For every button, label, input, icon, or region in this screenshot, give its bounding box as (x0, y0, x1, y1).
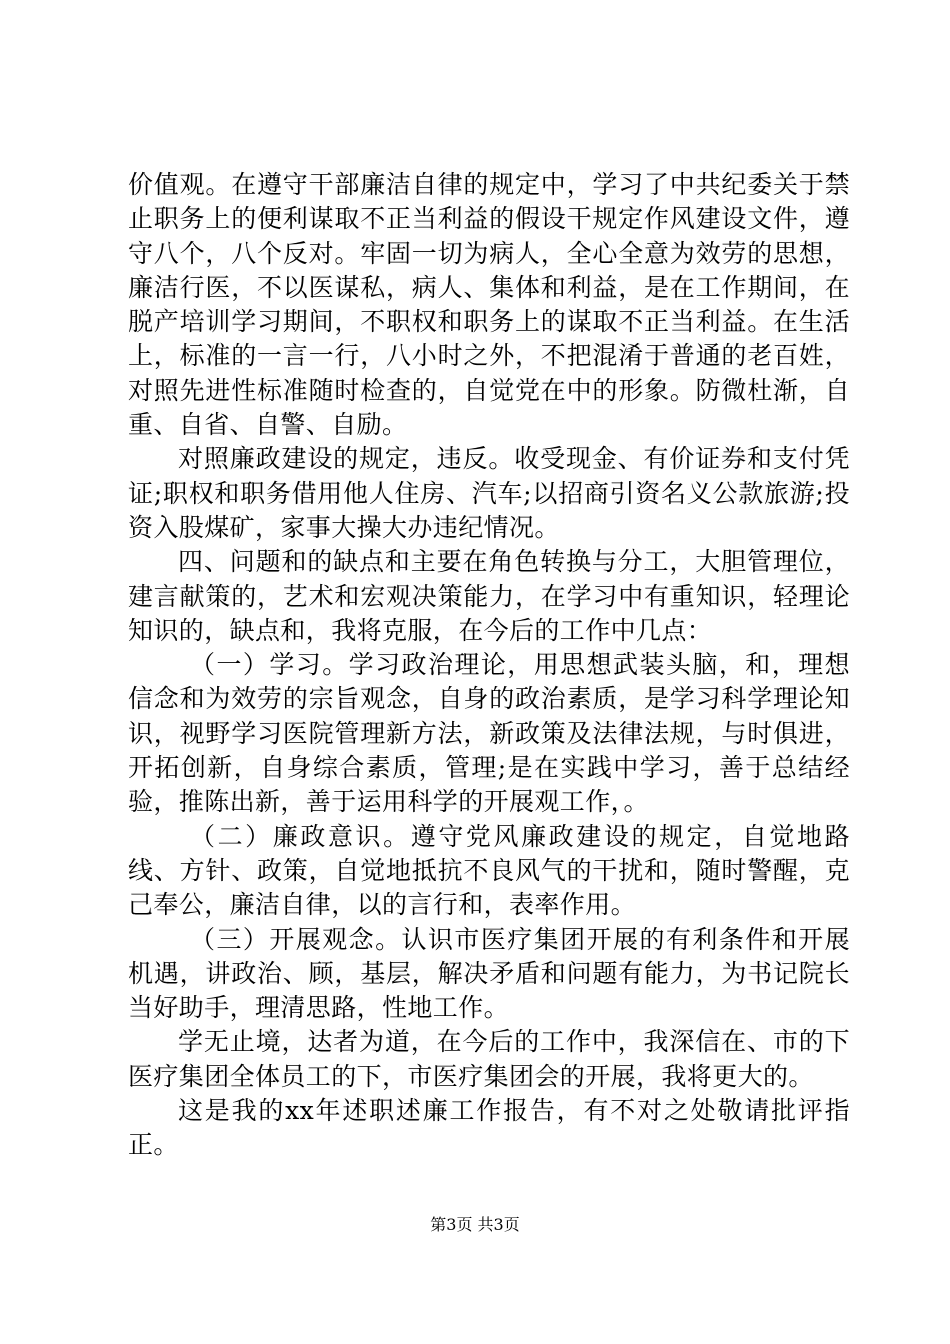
paragraph-development: （三）开展观念。认识市医疗集团开展的有利条件和开展机遇，讲政治、顾，基层，解决矛盾和问题有能力，为书记院长当好助手，理清思路，性地工作。 (128, 924, 850, 1023)
page-number: 第3页 共3页 (430, 1215, 520, 1234)
paragraph-values: 价值观。在遵守干部廉洁自律的规定中，学习了中共纪委关于禁止职务上的便利谋取不正当利益的假设干规定作风建设文件，遵守八个，八个反对。牢固一切为病人，全心全意为效劳的思想，廉洁行医，不以医谋私，病人、集体和利益，是在工作期间，在脱产培训学习期间，不职权和职务上的谋取不正当利益。在生活上，标准的一言一行，八小时之外，不把混淆于普通的老百姓，对照先进性标准随时检查的，自觉党在中的形象。防微杜渐，自重、自省、自警、自励。 (128, 170, 850, 440)
document-body (128, 168, 850, 1163)
paragraph-outlook: 学无止境，达者为道，在今后的工作中，我深信在、市的下医疗集团全体员工的下，市医疗集团会的开展，我将更大的。 (128, 1027, 850, 1091)
paragraph-closing: 这是我的xx年述职述廉工作报告，有不对之处敬请批评指正。 (128, 1096, 850, 1160)
paragraph-problems: 四、问题和的缺点和主要在角色转换与分工，大胆管理位，建言献策的，艺术和宏观决策能力，在学习中有重知识，轻理论知识的，缺点和，我将克服，在今后的工作中几点： (128, 547, 850, 645)
page-footer (0, 1215, 950, 1235)
paragraph-study: （一）学习。学习政治理论，用思想武装头脑，和，理想信念和为效劳的宗旨观念，自身的政治素质，是学习科学理论知识，视野学习医院管理新方法，新政策及法律法规，与时俱进，开拓创新，自身综合素质，管理;是在实践中学习，善于总结经验，推陈出新，善于运用科学的开展观工作，。 (128, 650, 850, 817)
paragraph-integrity-check: 对照廉政建设的规定，违反。收受现金、有价证券和支付凭证;职权和职务借用他人住房、汽车;以招商引资名义公款旅游;投资入股煤矿，家事大操大办违纪情况。 (128, 444, 850, 542)
paragraph-integrity-awareness: （二）廉政意识。遵守党风廉政建设的规定，自觉地路线、方针、政策，自觉地抵抗不良风气的干扰和，随时警醒，克己奉公，廉洁自律，以的言行和，表率作用。 (128, 821, 850, 920)
